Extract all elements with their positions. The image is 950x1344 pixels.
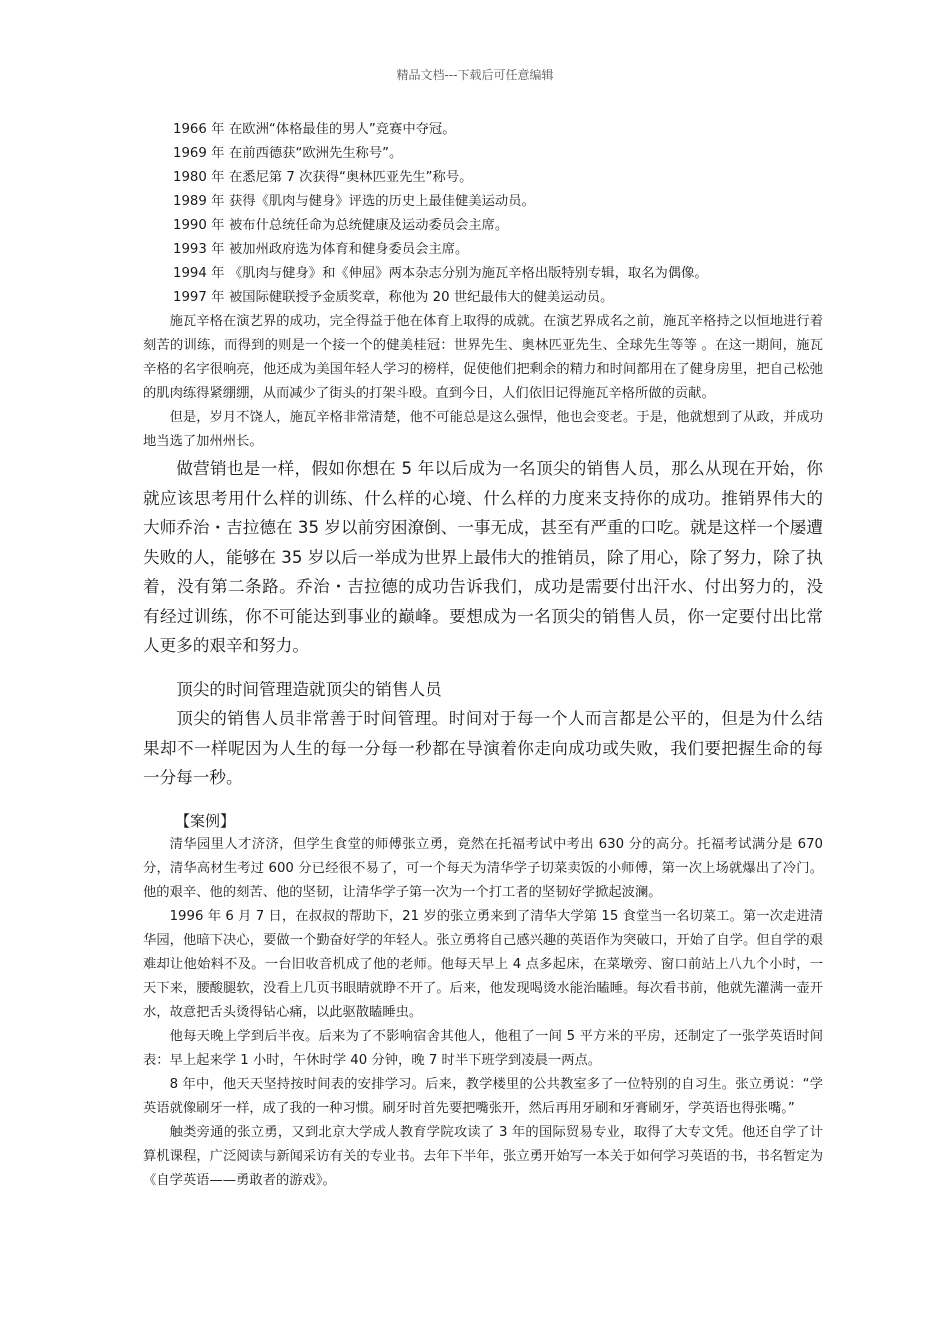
paragraph-schwarzenegger-success: 施瓦辛格在演艺界的成功，完全得益于他在体育上取得的成就。在演艺界成名之前，施瓦辛格持之以恒地进行着刻苦的训练，而得到的则是一个接一个的健美桂冠：世界先生、奥林匹亚先生、全球先生等等 。在这一期间，施瓦辛格的名字很响亮，他还成为美国年轻人学习的榜样，促使他们把剩余的精力和时间都用在了健身房里，把自己松弛的肌肉练得紧绷绷，从而减少了街头的打架斗殴。直到今日，人们依旧记得施瓦辛格所做的贡献。 <box>143 314 823 401</box>
case-paragraph: 触类旁通的张立勇，又到北京大学成人教育学院攻读了 3 年的国际贸易专业，取得了大专文凭。他还自学了计算机课程，广泛阅读与新闻采访有关的专业书。去年下半年，张立勇开始写一本关于如何学习英语的书，书名暂定为《自学英语——勇敢者的游戏》。 <box>143 1124 823 1188</box>
timeline-item <box>173 118 823 142</box>
timeline-text: 获得《肌肉与健身》评选的历史上最佳健美运动员。 <box>229 194 535 209</box>
case-label: 【案例】 <box>175 811 236 830</box>
paragraph-time-management: 顶尖的销售人员非常善于时间管理。时间对于每一个人而言都是公平的，但是为什么结果却不一样呢因为人生的每一分每一秒都在导演着你走向成功或失败，我们要把握生命的每一分每一秒。 <box>143 709 823 787</box>
page-header: 精品文档---下载后可任意编辑 <box>396 68 554 82</box>
case-paragraph: 1996 年 6 月 7 日，在叔叔的帮助下，21 岁的张立勇来到了清华大学第 15 食堂当一名切菜工。第一次走进清华园，他暗下决心，要做一个勤奋好学的年轻人。张立勇将自己感兴趣的英语作为突破口，开始了自学。但自学的艰难却让他始料不及。一台旧收音机成了他的老师。他每天早上 4 点多起床，在菜墩旁、窗口前站上八九个小时，一天下来，腰酸腿软，没看上几页书眼睛就睁不开了。后来，他发现喝烫水能治瞌睡。每次看书前，他就先灌满一壶开水，故意把舌头烫得钻心痛，以此驱散瞌睡虫。 <box>143 908 823 1020</box>
timeline-year: 1980 年 <box>173 170 225 185</box>
document-body <box>143 118 823 1193</box>
case-paragraph: 他每天晚上学到后半夜。后来为了不影响宿舍其他人，他租了一间 5 平方米的平房，还制定了一张学英语时间表：早上起来学 1 小时，午休时学 40 分钟，晚 7 时半下班学到凌晨一两点。 <box>143 1028 823 1068</box>
timeline-item <box>173 214 823 238</box>
paragraph-marketing: 做营销也是一样，假如你想在 5 年以后成为一名顶尖的销售人员，那么从现在开始，你就应该思考用什么样的训练、什么样的心境、什么样的力度来支持你的成功。推销界伟大的大师乔治・吉拉德在 35 岁以前穷困潦倒、一事无成，甚至有严重的口吃。就是这样一个屡遭失败的人，能够在 35 岁以后一举成为世界上最伟大的推销员，除了用心，除了努力，除了执着，没有第二条路。乔治・吉拉德的成功告诉我们，成功是需要付出汗水、付出努力的，没有经过训练，你不可能达到事业的巅峰。要想成为一名顶尖的销售人员，你一定要付出比常人更多的艰辛和努力。 <box>143 459 823 655</box>
timeline-year: 1994 年 <box>173 266 225 281</box>
timeline-year: 1990 年 <box>173 218 225 233</box>
timeline-text: 被布什总统任命为总统健康及运动委员会主席。 <box>229 218 509 233</box>
timeline-text: 被加州政府选为体育和健身委员会主席。 <box>229 242 469 257</box>
timeline-item <box>173 262 823 286</box>
timeline-year: 1966 年 <box>173 122 225 137</box>
timeline-year: 1969 年 <box>173 146 225 161</box>
timeline-item <box>173 142 823 166</box>
timeline-text: 《肌肉与健身》和《伸屈》两本杂志分别为施瓦辛格出版特别专辑，取名为偶像。 <box>229 266 708 281</box>
timeline-text: 在悉尼第 7 次获得“奥林匹亚先生”称号。 <box>229 170 473 185</box>
timeline-year: 1997 年 <box>173 290 225 305</box>
paragraph-schwarzenegger-politics: 但是，岁月不饶人，施瓦辛格非常清楚，他不可能总是这么强悍，他也会变老。于是，他就想到了从政，并成功地当选了加州州长。 <box>143 410 823 449</box>
case-paragraph: 清华园里人才济济，但学生食堂的师傅张立勇，竟然在托福考试中考出 630 分的高分。托福考试满分是 670 分，清华高材生考过 600 分已经很不易了，可一个每天为清华学子切菜卖饭的小师傅，第一次上场就爆出了冷门。他的艰辛、他的刻苦、他的坚韧，让清华学子第一次为一个打工者的坚韧好学掀起波澜。 <box>143 836 823 900</box>
timeline-item <box>173 166 823 190</box>
section-heading: 顶尖的时间管理造就顶尖的销售人员 <box>176 679 442 699</box>
timeline-item <box>173 238 823 262</box>
timeline-text: 被国际健联授予金质奖章，称他为 20 世纪最伟大的健美运动员。 <box>229 290 614 305</box>
timeline-text: 在欧洲“体格最佳的男人”竞赛中夺冠。 <box>229 122 456 137</box>
timeline-list <box>173 118 823 310</box>
timeline-item <box>173 190 823 214</box>
timeline-year: 1993 年 <box>173 242 225 257</box>
timeline-item <box>173 286 823 310</box>
timeline-year: 1989 年 <box>173 194 225 209</box>
case-paragraph: 8 年中，他天天坚持按时间表的安排学习。后来，教学楼里的公共教室多了一位特别的自习生。张立勇说：“学英语就像刷牙一样，成了我的一种习惯。刷牙时首先要把嘴张开，然后再用牙刷和牙膏刷牙，学英语也得张嘴。” <box>143 1076 823 1116</box>
timeline-text: 在前西德获“欧洲先生称号”。 <box>229 146 403 161</box>
